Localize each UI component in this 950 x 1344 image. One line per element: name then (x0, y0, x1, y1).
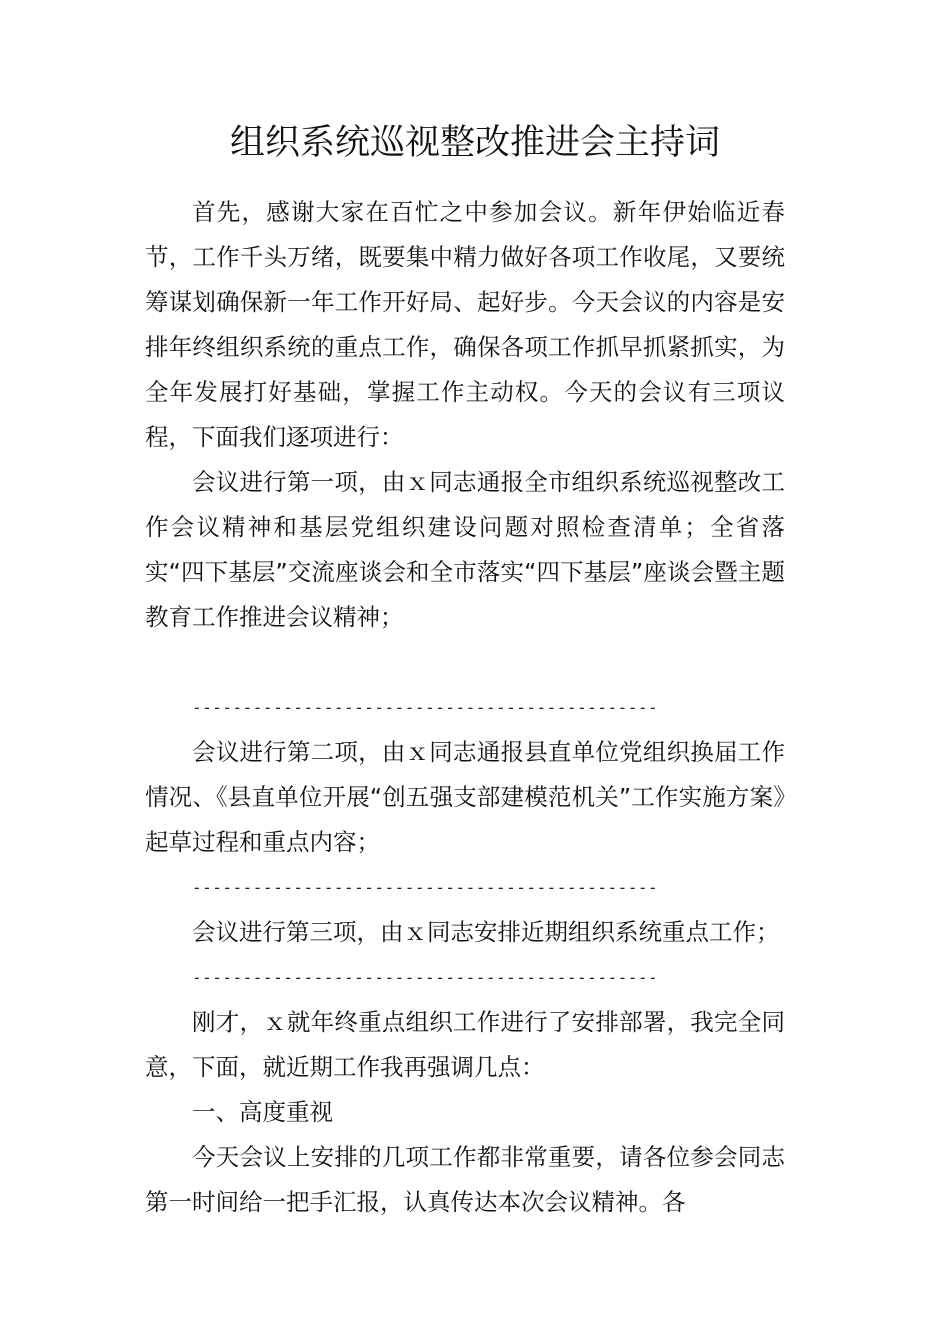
spacer (145, 640, 785, 685)
paragraph-summary: 刚才，ｘ就年终重点组织工作进行了安排部署，我完全同意，下面，就近期工作我再强调几点： (145, 1008, 785, 1081)
separator-line: ---------------------------------------------- (192, 878, 659, 897)
paragraph-agenda-item-3: 会议进行第三项，由ｘ同志安排近期组织系统重点工作； (192, 918, 780, 946)
paragraph-section-1-body: 今天会议上安排的几项工作都非常重要，请各位参会同志第一时间给一把手汇报，认真传达本次会议精神。各 (145, 1143, 785, 1216)
paragraph-opening: 首先，感谢大家在百忙之中参加会议。新年伊始临近春节，工作千头万绪，既要集中精力做好各项工作收尾，又要统筹谋划确保新一年工作开好局、起好步。今天会议的内容是安排年终组织系统的重点工作，确保各项工作抓早抓紧抓实，为全年发展打好基础，掌握工作主动权。今天的会议有三项议程，下面我们逐项进行： (145, 198, 785, 451)
document-body (145, 190, 785, 1225)
document-title: 组织系统巡视整改推进会主持词 (229, 123, 720, 163)
paragraph-agenda-item-2: 会议进行第二项，由ｘ同志通报县直单位党组织换届工作情况、《县直单位开展“创五强支部建模范机关”工作实施方案》起草过程和重点内容； (145, 738, 785, 856)
separator-line: ---------------------------------------------- (192, 698, 659, 717)
separator-line: ---------------------------------------------- (192, 968, 659, 987)
section-heading-1: 一、高度重视 (192, 1098, 333, 1126)
paragraph-agenda-item-1: 会议进行第一项，由ｘ同志通报全市组织系统巡视整改工作会议精神和基层党组织建设问题对照检查清单；全省落实“四下基层”交流座谈会和全市落实“四下基层”座谈会暨主题教育工作推进会议精神； (145, 468, 785, 631)
